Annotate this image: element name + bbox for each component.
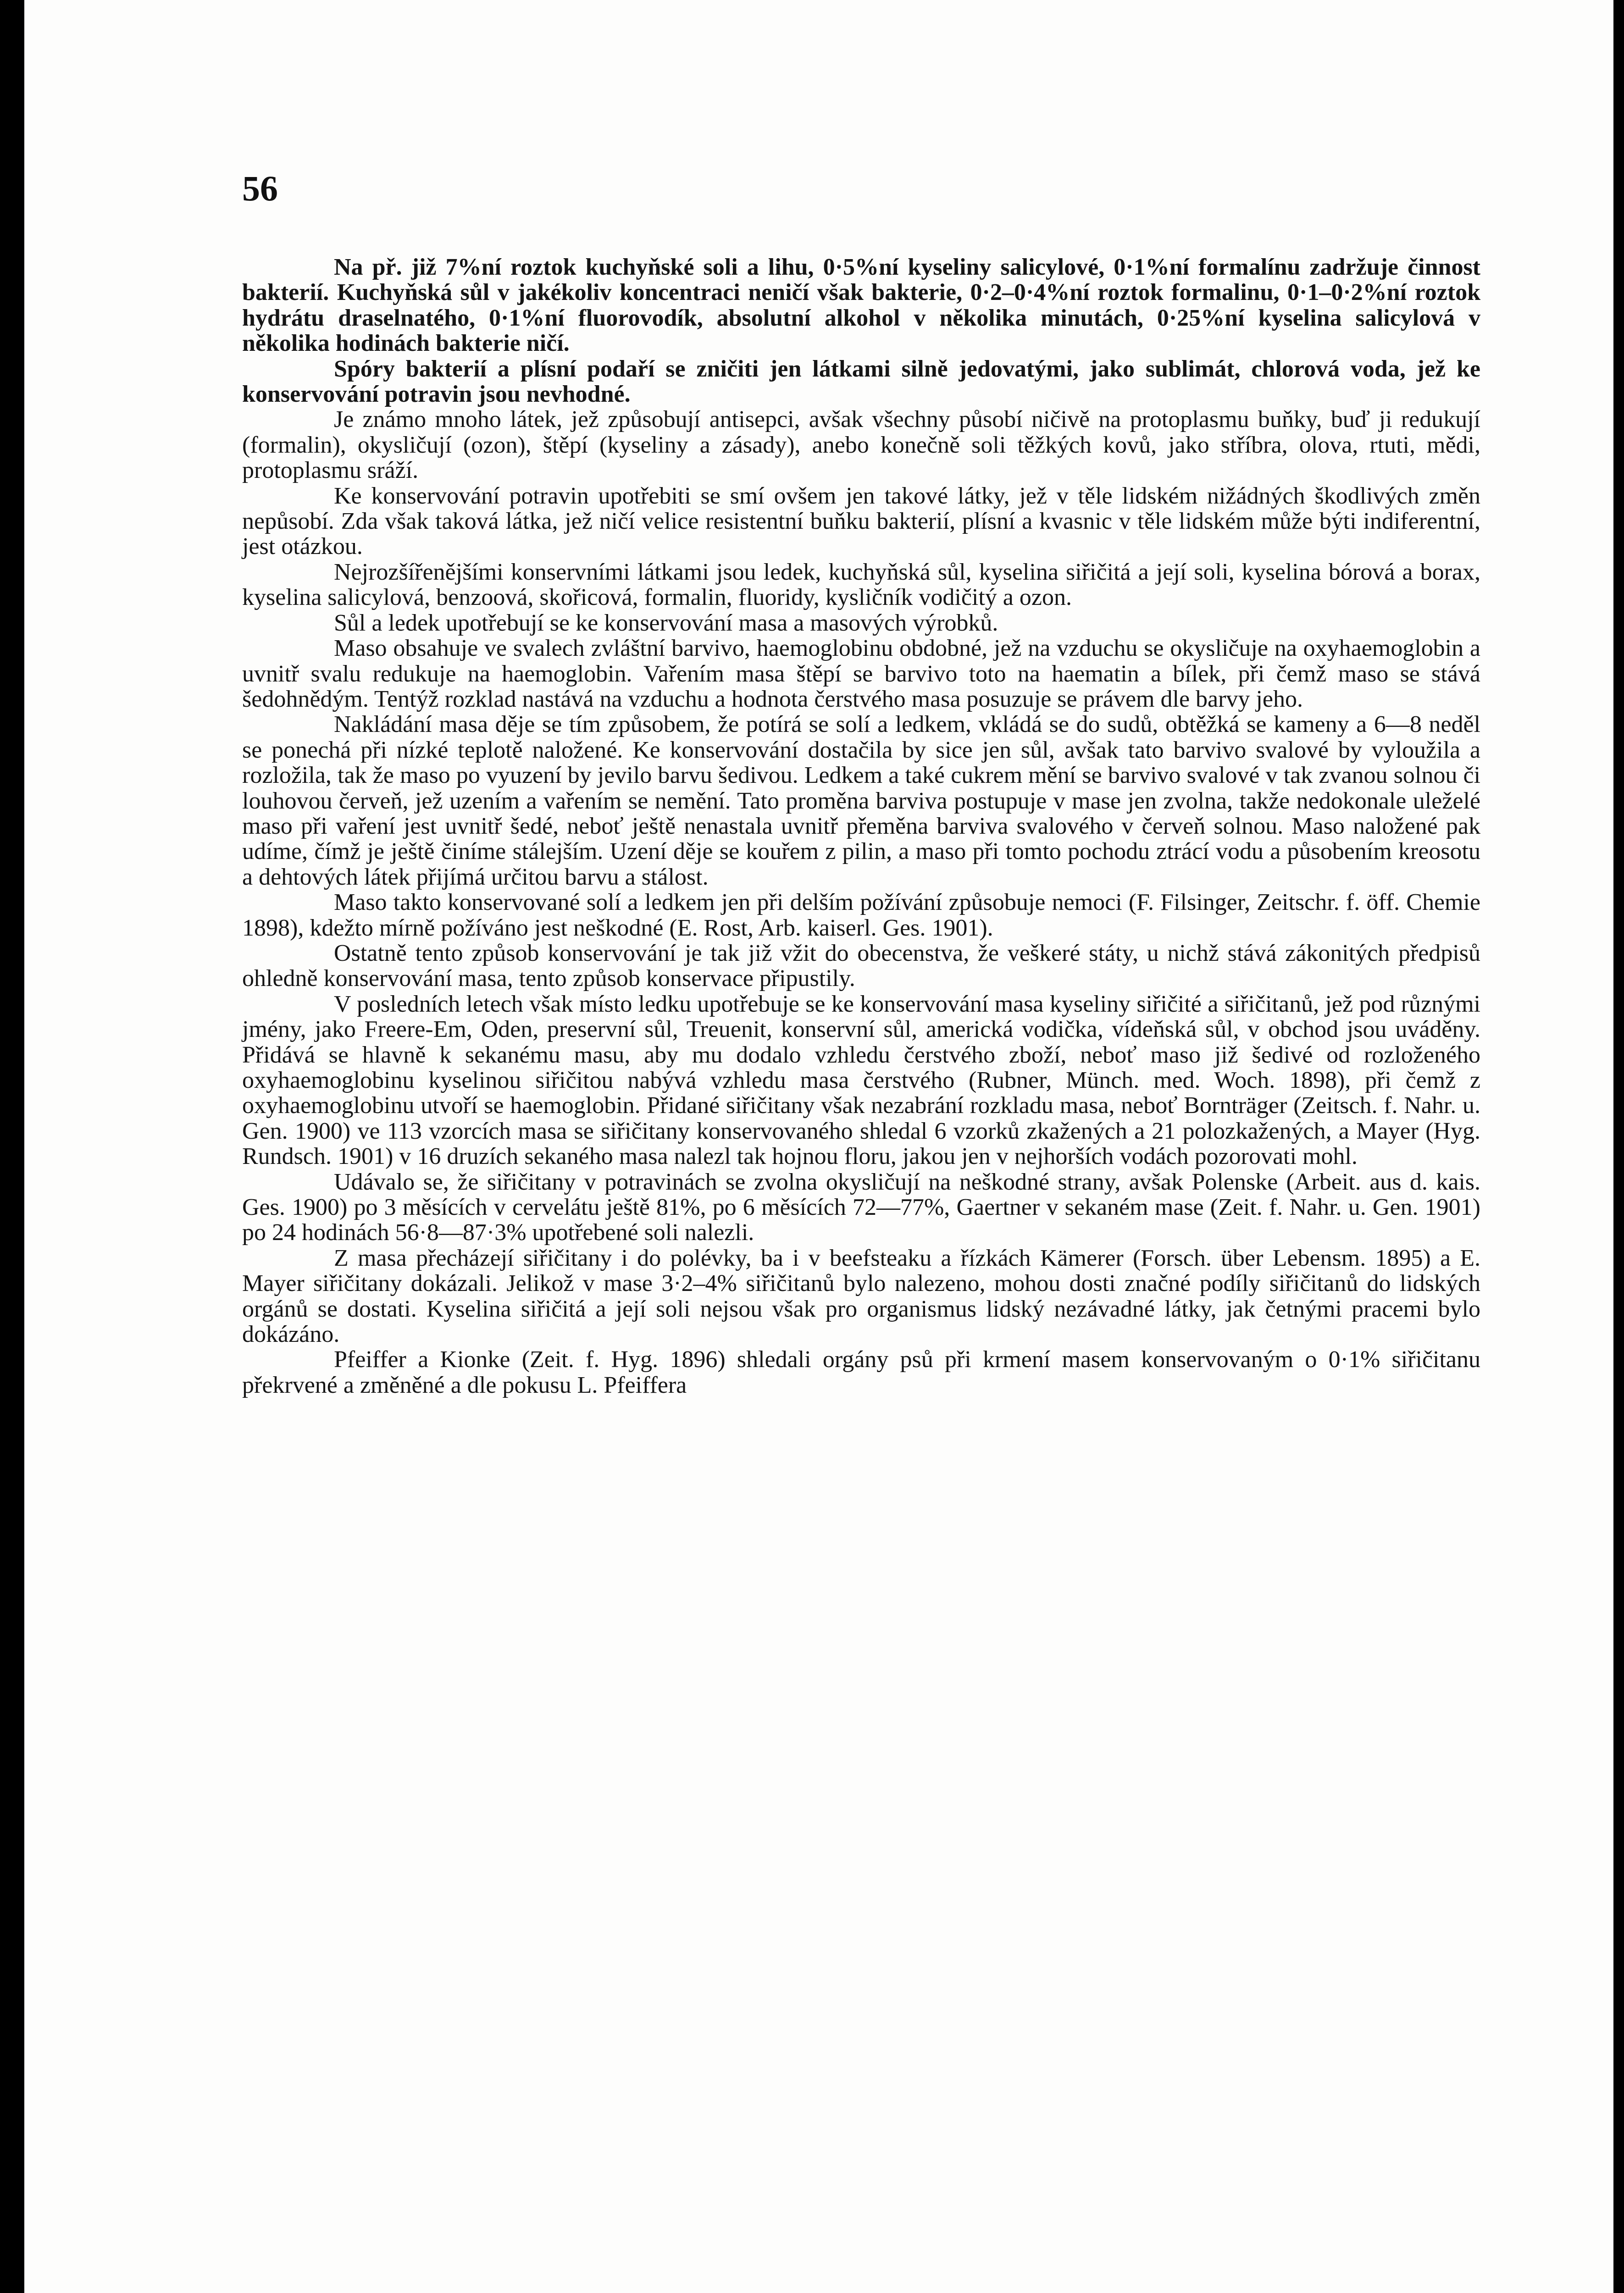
paragraph-muscle-pigment: Maso obsahuje ve svalech zvláštní barvivo, haemoglobinu obdobné, jež na vzduchu se okysličuje na oxyhaemoglobin a uvnitř svalu redukuje na haemoglobin. Vařením masa štěpí se barvivo toto na haematin a bílek, při čemž maso se stává šedohnědým. Tentýž rozklad nastává na vzduchu a hodnota čerstvého masa posuzuje se právem dle barvy jeho. bbox=[242, 635, 1480, 712]
book-page bbox=[24, 0, 1613, 2293]
paragraph-curing-process: Nakládání masa děje se tím způsobem, že potírá se solí a ledkem, vkládá se do sudů, obtěžká se kameny a 6—8 neděl se ponechá při nízké teplotě naložené. Ke konservování dostačila by sice jen sůl, avšak tato barvivo svalové by vyloužila a rozložila, tak že maso po vyuzení by jevilo barvu šedivou. Ledkem a také cukrem mění se barvivo svalové v tak zvanou solnou či louhovou červeň, jež uzením a vařením se nemění. Tato proměna barviva postupuje v mase jen zvolna, takže nedokonale uleželé maso při vaření jest uvnitř šedé, neboť ještě nenastala uvnitř přeměna barviva svalového v červeň solnou. Maso naložené pak udíme, čímž je ještě činíme stálejším. Uzení děje se kouřem z pilin, a maso při tomto pochodu ztrácí vodu a působením kreosotu a dehtových látek přijímá určitou barvu a stálost. bbox=[242, 711, 1480, 890]
paragraph-sulfite-persistence: Udávalo se, že siřičitany v potravinách se zvolna okysličují na neškodné strany, avšak Polenske (Arbeit. aus d. kais. Ges. 1900) po 3 měsících v cervelátu ještě 81%, po 6 měsících 72—77%, Gaertner v sekaném mase (Zeit. f. Nahr. u. Gen. 1901) po 24 hodinách 56·8—87·3% upotřebené soli nalezli. bbox=[242, 1169, 1480, 1246]
paragraph-antiseptic-concentrations: Na př. již 7%ní roztok kuchyňské soli a lihu, 0·5%ní kyseliny salicylové, 0·1%ní formalínu zadržuje činnost bakterií. Kuchyňská sůl v jakékoliv koncentraci neničí však bakterie, 0·2–0·4%ní roztok formalinu, 0·1–0·2%ní roztok hydrátu draselnatého, 0·1%ní fluorovodík, absolutní alkohol v několika minutách, 0·25%ní kyselina salicylová v několika hodinách bakterie ničí. bbox=[242, 254, 1480, 357]
paragraph-sulfite-transfer: Z masa přecházejí siřičitany i do polévky, ba i v beefsteaku a řízkách Kämerer (Forsch. über Lebensm. 1895) a E. Mayer siřičitany dokázali. Jelikož v mase 3·2–4% siřičitanů bylo nalezeno, mohou dosti značné podíly siřičitanů do lidských orgánů se dostati. Kyselina siřičitá a její soli nejsou však pro organismus lidský nezávadné látky, jak četnými pracemi bylo dokázáno. bbox=[242, 1245, 1480, 1348]
paragraph-salt-saltpeter: Sůl a ledek upotřebují se ke konservování masa a masových výrobků. bbox=[334, 609, 998, 636]
paragraph-spores: Spóry bakterií a plísní podaří se zničiti jen látkami silně jedovatými, jako sublimát, chlorová voda, jež ke konservování potravin jsou nevhodné. bbox=[242, 355, 1480, 408]
paragraph-legal-acceptance: Ostatně tento způsob konservování je tak již vžit do obecenstva, že veškeré státy, u nichž stává zákonitých předpisů ohledně konservování masa, tento způsob konservace připustily. bbox=[242, 940, 1480, 992]
paragraph-antisepsis-mechanisms: Je známo mnoho látek, jež způsobují antisepci, avšak všechny působí ničivě na protoplasmu buňky, buď ji redukují (formalin), okysličují (ozon), štěpí (kyseliny a zásady), anebo konečně soli těžkých kovů, jako stříbra, olova, rtuti, mědi, protoplasmu sráží. bbox=[242, 406, 1480, 484]
paragraph-sulfites-in-meat: V posledních letech však místo ledku upotřebuje se ke konservování masa kyseliny siřičité a siřičitanů, jež pod různými jmény, jako Freere-Em, Oden, preservní sůl, Treuenit, konservní sůl, americká vodička, vídeňská sůl, v obchod jsou uváděny. Přidává se hlavně k sekanému masu, aby mu dodalo vzhledu čerstvého zboží, neboť maso již šedivé od rozloženého oxyhaemoglobinu kyselinou siřičitou nabývá vzhledu masa čerstvého (Rubner, Münch. med. Woch. 1898), při čemž z oxyhaemoglobinu utvoří se haemoglobin. Přidané siřičitany však nezabrání rozkladu masa, neboť Bornträger (Zeitsch. f. Nahr. u. Gen. 1900) ve 113 vzorcích masa se siřičitany konservovaného shledal 6 vzorků zkažených a 21 polozkažených, a Mayer (Hyg. Rundsch. 1901) v 16 druzích sekaného masa nalezl tak hojnou floru, jakou jen v nejhorších vodách pozorovati mohl. bbox=[242, 991, 1480, 1170]
body-text bbox=[242, 255, 1480, 1398]
paragraph-common-preservatives: Nejrozšířenějšími konservními látkami jsou ledek, kuchyňská sůl, kyselina siřičitá a její soli, kyselina bórová a borax, kyselina salicylová, benzoová, skořicová, formalin, fluoridy, kysličník vodičitý a ozon. bbox=[242, 559, 1480, 611]
paragraph-permitted-substances: Ke konservování potravin upotřebiti se smí ovšem jen takové látky, jež v těle lidském nižádných škodlivých změn nepůsobí. Zda však taková látka, jež ničí velice resistentní buňku bakterií, plísní a kvasnic v těle lidském může býti indiferentní, jest otázkou. bbox=[242, 482, 1480, 560]
page-number: 56 bbox=[242, 168, 278, 208]
paragraph-pfeiffer-kionke: Pfeiffer a Kionke (Zeit. f. Hyg. 1896) shledali orgány psů při krmení masem konservovaným o 0·1% siřičitanu překrvené a změněné a dle pokusu L. Pfeiffera bbox=[242, 1346, 1480, 1398]
paragraph-cured-meat-health: Maso takto konservované solí a ledkem jen při delším požívání způsobuje nemoci (F. Filsinger, Zeitschr. f. öff. Chemie 1898), kdežto mírně požíváno jest neškodné (E. Rost, Arb. kaiserl. Ges. 1901). bbox=[242, 889, 1480, 941]
